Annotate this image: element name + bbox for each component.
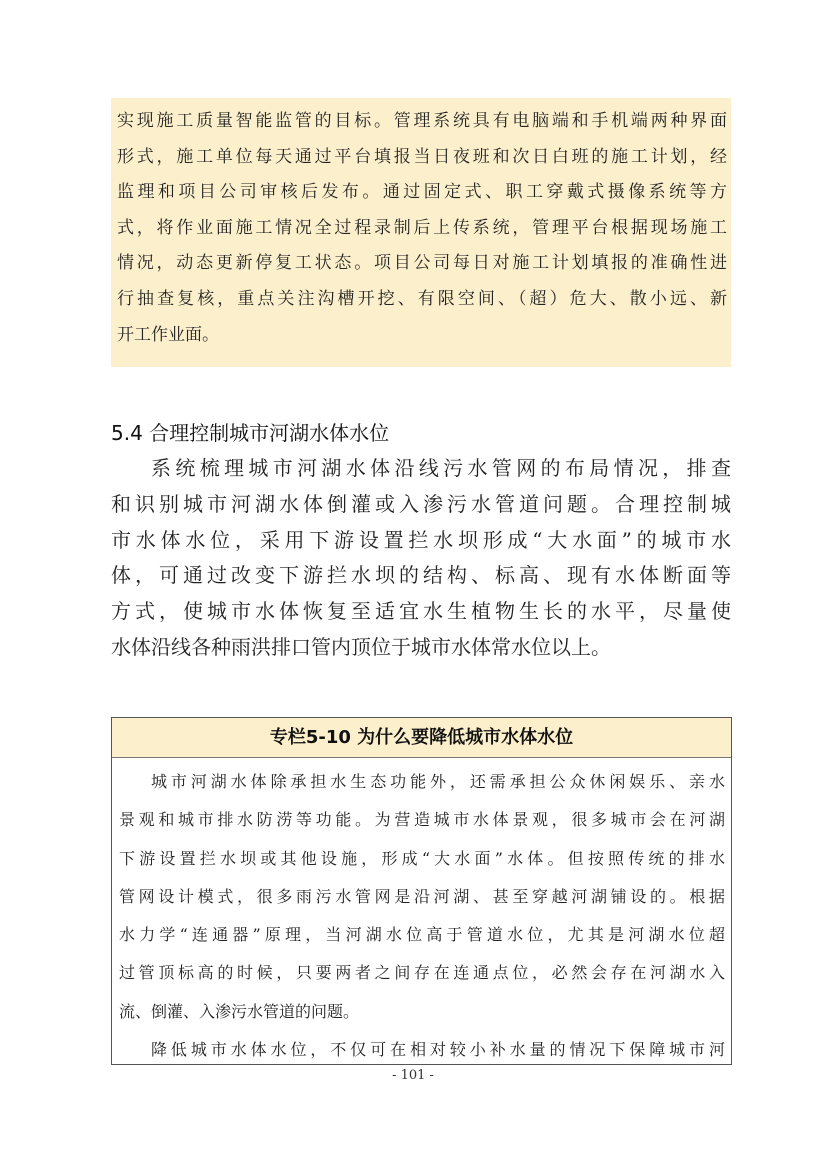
text-line: 过管顶标高的时候，只要两者之间存在连通点位，必然会存在河湖水入 [119,963,725,983]
text-line: 和识别城市河湖水体倒灌或入渗污水管道问题。合理控制城 [111,491,731,516]
text-line: 水力学“连通器”原理，当河湖水位高于管道水位，尤其是河湖水位超 [119,925,725,945]
text-line: 市水体水位，采用下游设置拦水坝形成“大水面”的城市水 [111,527,731,552]
sidebar-box [111,717,732,1065]
text-line: 景观和城市排水防涝等功能。为营造城市水体景观，很多城市会在河湖 [119,810,725,830]
text-line: 情况，动态更新停复工状态。项目公司每日对施工计划填报的准确性进 [117,253,727,274]
text-line: 行抽查复核，重点关注沟槽开挖、有限空间、（超）危大、散小远、新 [117,288,727,309]
text-line: 系统梳理城市河湖水体沿线污水管网的布局情况，排查 [151,456,731,480]
text-line: 下游设置拦水坝或其他设施，形成“大水面”水体。但按照传统的排水 [119,848,725,868]
highlight-box-text [117,107,727,356]
text-line: 形式，施工单位每天通过平台填报当日夜班和次日白班的施工计划，经 [117,146,727,167]
body-paragraph [111,452,731,667]
text-line: 监理和项目公司审核后发布。通过固定式、职工穿戴式摄像系统等方 [117,182,727,203]
highlight-box [111,98,731,367]
page-number: - 101 - [392,1068,434,1083]
text-line: 开工作业面。 [117,324,219,345]
text-line: 体，可通过改变下游拦水坝的结构、标高、现有水体断面等 [111,563,731,588]
sidebar-box-title: 专栏5-10 为什么要降低城市水体水位 [112,718,731,758]
sidebar-box-text [119,770,725,1076]
text-line: 城市河湖水体除承担水生态功能外，还需承担公众休闲娱乐、亲水 [151,772,725,791]
text-line: 流、倒灌、入渗污水管道的问题。 [119,1001,360,1021]
text-line: 管网设计模式，很多雨污水管网是沿河湖、甚至穿越河湖铺设的。根据 [119,886,725,906]
section-heading: 5.4 合理控制城市河湖水体水位 [111,421,390,445]
text-line: 实现施工质量智能监管的目标。管理系统具有电脑端和手机端两种界面 [117,111,727,131]
text-line: 水体沿线各种雨洪排口管内顶位于城市水体常水位以上。 [111,634,611,659]
text-line: 式，将作业面施工情况全过程录制后上传系统，管理平台根据现场施工 [117,217,727,238]
text-line: 降低城市水体水位，不仅可在相对较小补水量的情况下保障城市河 [151,1040,725,1060]
text-line: 方式，使城市水体恢复至适宜水生植物生长的水平，尽量使 [111,599,731,624]
